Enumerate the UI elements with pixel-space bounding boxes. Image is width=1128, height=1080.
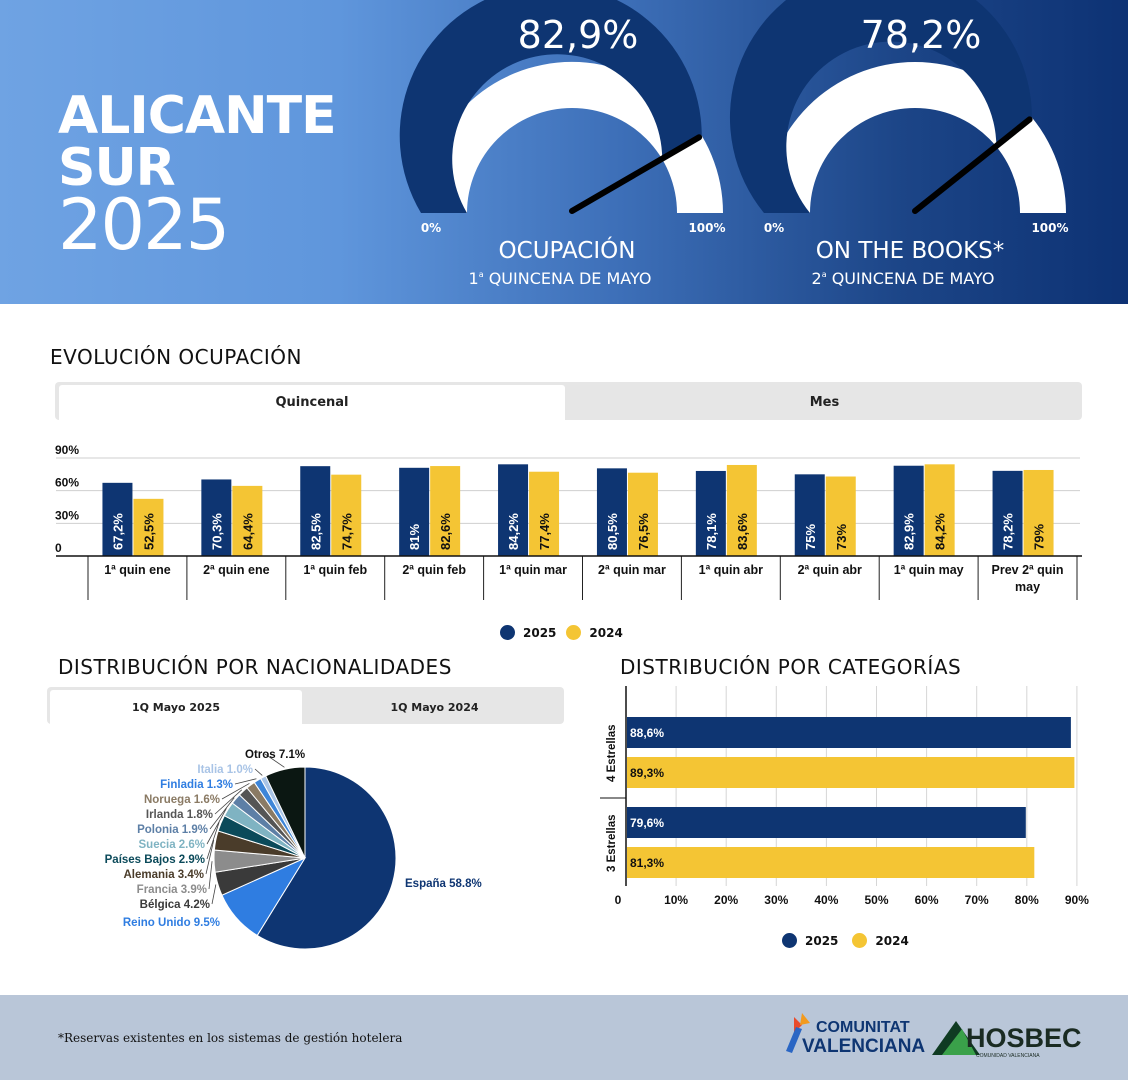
category-label: Prev 2ª quin may bbox=[991, 563, 1064, 594]
pie-label: Noruega 1.6% bbox=[143, 794, 220, 806]
evolution-title: EVOLUCIÓN OCUPACIÓN bbox=[50, 345, 302, 369]
x-tick-label: 90% bbox=[1064, 893, 1089, 907]
bar-2025-label: 82,5% bbox=[308, 513, 324, 550]
gauge-label: OCUPACIÓN bbox=[498, 238, 636, 264]
logo1-line2: VALENCIANA bbox=[802, 1036, 926, 1057]
bar-2024-label: 81,3% bbox=[630, 856, 665, 870]
bar-2024-label: 76,5% bbox=[635, 513, 651, 550]
bar-2024-label: 73% bbox=[833, 523, 849, 550]
header-banner bbox=[0, 0, 1128, 304]
category-label: 1ª quin may bbox=[893, 563, 964, 577]
bar-2024-label: 83,6% bbox=[734, 513, 750, 550]
category-label: 3 Estrellas bbox=[606, 814, 618, 872]
categories-bar-chart bbox=[590, 686, 1090, 916]
bar-2025-label: 82,9% bbox=[901, 513, 917, 550]
x-tick-label: 70% bbox=[964, 893, 989, 907]
category-label: 2ª quin abr bbox=[797, 563, 862, 577]
bar-2024-label: 74,7% bbox=[339, 513, 355, 550]
gauge-sublabel: 1$^a$ QUINCENA DE MAYO bbox=[468, 269, 652, 288]
tab-1q-mayo-2024[interactable]: 1Q Mayo 2024 bbox=[390, 700, 479, 714]
pie-label: Suecia 2.6% bbox=[138, 839, 205, 851]
footer-logos bbox=[780, 1007, 1120, 1067]
category-label: 1ª quin mar bbox=[499, 563, 567, 577]
y-tick-label: 30% bbox=[55, 508, 80, 523]
nationalities-pie-chart bbox=[0, 730, 580, 970]
cat-legend-2025-label: 2025 bbox=[805, 933, 839, 948]
title-line-1: ALICANTE bbox=[58, 86, 336, 146]
gauge-2 bbox=[730, 0, 1069, 288]
category-label: 1ª quin ene bbox=[104, 563, 171, 577]
category-label: 2ª quin feb bbox=[402, 563, 466, 577]
cat-legend-2024-swatch bbox=[852, 933, 867, 948]
comunitat-valenciana-logo bbox=[786, 1013, 925, 1057]
bar-2025-label: 79,6% bbox=[630, 816, 665, 830]
category-label: 2ª quin ene bbox=[203, 563, 270, 577]
pie-label: Alemania 3.4% bbox=[123, 869, 204, 881]
bar-2024-label: 79% bbox=[1031, 523, 1047, 550]
y-tick-label: 60% bbox=[55, 475, 80, 490]
cat-legend-2024-label: 2024 bbox=[875, 933, 909, 948]
pie-label: Países Bajos 2.9% bbox=[104, 854, 205, 866]
pie-label: Reino Unido 9.5% bbox=[122, 917, 220, 929]
pie-label: Polonia 1.9% bbox=[137, 824, 208, 836]
bar-2025-label: 84,2% bbox=[506, 513, 522, 550]
bar-2024 bbox=[627, 757, 1074, 788]
x-tick-label: 80% bbox=[1014, 893, 1039, 907]
bar-2025-label: 78,2% bbox=[1000, 513, 1016, 550]
gauge-min-label: 0% bbox=[420, 221, 442, 235]
pie-label: Italia 1.0% bbox=[197, 764, 253, 776]
category-label: 1ª quin abr bbox=[698, 563, 764, 577]
gauge-max-label: 100% bbox=[688, 221, 726, 235]
gauge-sublabel: 2$^a$ QUINCENA DE MAYO bbox=[811, 269, 995, 288]
logo2-text: HOSBEC bbox=[966, 1023, 1082, 1053]
bar-2025 bbox=[627, 717, 1071, 748]
hosbec-logo bbox=[932, 1021, 1082, 1059]
bar-2024-label: 52,5% bbox=[141, 513, 157, 550]
x-tick-label: 10% bbox=[664, 893, 689, 907]
y-tick-label: 0 bbox=[55, 541, 62, 555]
pie-label: Irlanda 1.8% bbox=[145, 809, 213, 821]
tab-1q-mayo-2025[interactable]: 1Q Mayo 2025 bbox=[50, 690, 302, 724]
footnote: *Reservas existentes en los sistemas de gestión hotelera bbox=[58, 1031, 403, 1045]
pie-leader-line bbox=[209, 861, 212, 889]
bar-2025-label: 80,5% bbox=[604, 513, 620, 550]
x-tick-label: 40% bbox=[814, 893, 839, 907]
bar-2025 bbox=[627, 807, 1026, 838]
bar-2024-label: 64,4% bbox=[240, 513, 256, 550]
x-tick-label: 50% bbox=[864, 893, 889, 907]
categories-legend bbox=[782, 933, 909, 948]
gauge-min-label: 0% bbox=[763, 221, 785, 235]
nationalities-title: DISTRIBUCIÓN POR NACIONALIDADES bbox=[58, 655, 452, 679]
bar-2025-label: 78,1% bbox=[703, 513, 719, 550]
logo1-line1: COMUNITAT bbox=[816, 1019, 910, 1036]
title-line-2: SUR bbox=[58, 138, 175, 198]
evolution-bar-chart bbox=[0, 430, 1128, 610]
category-label: 2ª quin mar bbox=[598, 563, 666, 577]
pie-label: Bélgica 4.2% bbox=[139, 899, 210, 911]
x-tick-label: 30% bbox=[764, 893, 789, 907]
legend-2024-swatch bbox=[566, 625, 581, 640]
legend-2025-swatch bbox=[500, 625, 515, 640]
evolution-tabs bbox=[55, 382, 1082, 420]
legend-2024-label: 2024 bbox=[589, 625, 623, 640]
tab-quincenal[interactable]: Quincenal bbox=[59, 385, 565, 420]
bar-2025-label: 75% bbox=[802, 523, 818, 550]
legend-2025-label: 2025 bbox=[523, 625, 557, 640]
categories-title: DISTRIBUCIÓN POR CATEGORÍAS bbox=[620, 655, 962, 679]
gauge-value: 78,2% bbox=[860, 13, 982, 57]
gauges bbox=[0, 0, 1128, 304]
category-label: 1ª quin feb bbox=[303, 563, 368, 577]
category-label: 4 Estrellas bbox=[606, 724, 618, 782]
gauge-label: ON THE BOOKS* bbox=[815, 238, 1005, 264]
gauge-max-label: 100% bbox=[1031, 221, 1069, 235]
bar-2025-label: 70,3% bbox=[209, 513, 225, 550]
evolution-legend bbox=[500, 625, 623, 640]
bar-2025-label: 88,6% bbox=[630, 726, 665, 740]
gauge-1 bbox=[400, 0, 726, 288]
title-year: 2025 bbox=[58, 184, 229, 266]
pie-label: España 58.8% bbox=[405, 878, 482, 890]
x-tick-label: 20% bbox=[714, 893, 739, 907]
tab-mes[interactable]: Mes bbox=[809, 395, 840, 410]
bar-2024-label: 82,6% bbox=[438, 513, 454, 550]
x-tick-label: 0 bbox=[614, 893, 622, 907]
bar-2024-label: 89,3% bbox=[630, 766, 665, 780]
bar-2024 bbox=[627, 847, 1034, 878]
y-tick-label: 90% bbox=[55, 443, 80, 457]
pie-label: Finladia 1.3% bbox=[160, 779, 233, 791]
bar-2024-label: 84,2% bbox=[932, 513, 948, 550]
pie-label: Otros 7.1% bbox=[245, 749, 306, 761]
pie-leader-line bbox=[206, 840, 214, 874]
pie-leader-line bbox=[212, 885, 216, 904]
bar-2025-label: 81% bbox=[407, 523, 423, 550]
logo2-sub: COMUNIDAD VALENCIANA bbox=[976, 1053, 1040, 1059]
cat-legend-2025-swatch bbox=[782, 933, 797, 948]
bar-2024-label: 77,4% bbox=[537, 513, 553, 550]
nationalities-tabs bbox=[47, 687, 564, 724]
x-tick-label: 60% bbox=[914, 893, 939, 907]
gauge-value: 82,9% bbox=[517, 13, 639, 57]
pie-label: Francia 3.9% bbox=[136, 884, 207, 896]
bar-2025-label: 67,2% bbox=[110, 513, 126, 550]
pie-leader-line bbox=[255, 769, 262, 775]
